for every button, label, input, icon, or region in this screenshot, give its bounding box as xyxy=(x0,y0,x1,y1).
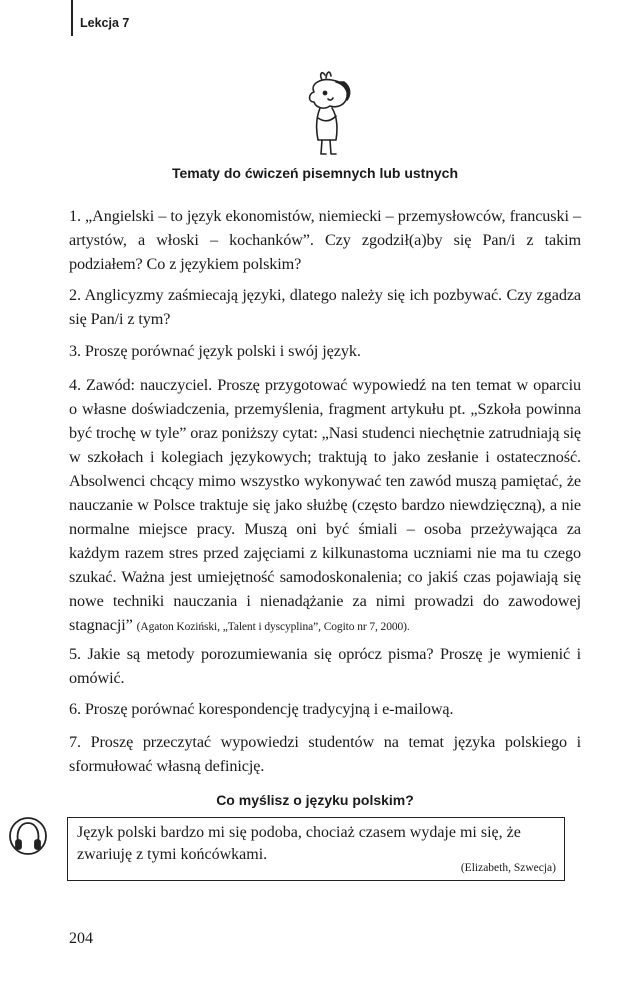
topic-3: 3. Proszę porównać język polski i swój język. xyxy=(69,342,361,360)
lesson-label: Lekcja 7 xyxy=(80,16,130,30)
quote-text: Język polski bardzo mi się podoba, chociaż czasem wydaje mi się, że zwariuję z tymi końcówkami. xyxy=(77,824,521,863)
quote-box xyxy=(67,817,565,881)
topic-4-text: 4. Zawód: nauczyciel. Proszę przygotować wypowiedź na ten temat w oparciu o własne doświadczenia, przemyślenia, fragment artykułu pt. „Szkoła powinna być trochę w tyle” oraz poniższy cytat: „Nasi studenci niechętnie zatrudniają się w szkołach i kolegiach językowych; traktują to jako zesłanie i ostateczność. Absolwenci chcący mimo wszystko wykonywać ten zawód muszą pamiętać, że nauczanie w Polsce traktuje się jako służbę (często bardzo niewdzięczną), a nie normalne miejsce pracy. Muszą oni być śmiali – osoba przeżywająca za każdym razem stres przed zajęciami z kilkunastoma uczniami nie ma tu czego szukać. Ważna jest umiejętność samodoskonalenia; co jakiś czas pojawiają się nowe techniki nauczania i nienadążanie za nimi prowadzi do zawodowej stagnacji” xyxy=(69,376,581,634)
topic-4-source: (Agaton Koziński, „Talent i dyscyplina”, Cogito nr 7, 2000). xyxy=(136,621,410,633)
section-title: Tematy do ćwiczeń pisemnych lub ustnych xyxy=(171,165,459,181)
quote-section-title: Co myślisz o języku polskim? xyxy=(216,792,414,808)
page-number: 204 xyxy=(69,930,93,947)
topic-7: 7. Proszę przeczytać wypowiedzi studentów na temat języka polskiego i sformułować własną definicję. xyxy=(69,733,581,775)
topic-6: 6. Proszę porównać korespondencję tradycyjną i e-mailową. xyxy=(69,700,454,718)
quote-author: (Elizabeth, Szwecja) xyxy=(460,862,556,874)
headphones-icon xyxy=(8,814,48,858)
topic-4 xyxy=(69,373,581,639)
header-rule xyxy=(71,0,73,36)
topic-5: 5. Jakie są metody porozumiewania się oprócz pisma? Proszę je wymienić i omówić. xyxy=(69,645,581,687)
topic-1: 1. „Angielski – to język ekonomistów, niemiecki – przemysłowców, francuski – artystów, a włoski – kochanków”. Czy zgodził(a)by się Pan/i z takim podziałem? Co z językiem polskim? xyxy=(69,207,581,273)
topic-2: 2. Anglicyzmy zaśmiecają języki, dlatego należy się ich pozbywać. Czy zgadza się Pan/i z tym? xyxy=(69,286,581,328)
mascot-illustration xyxy=(292,66,356,162)
